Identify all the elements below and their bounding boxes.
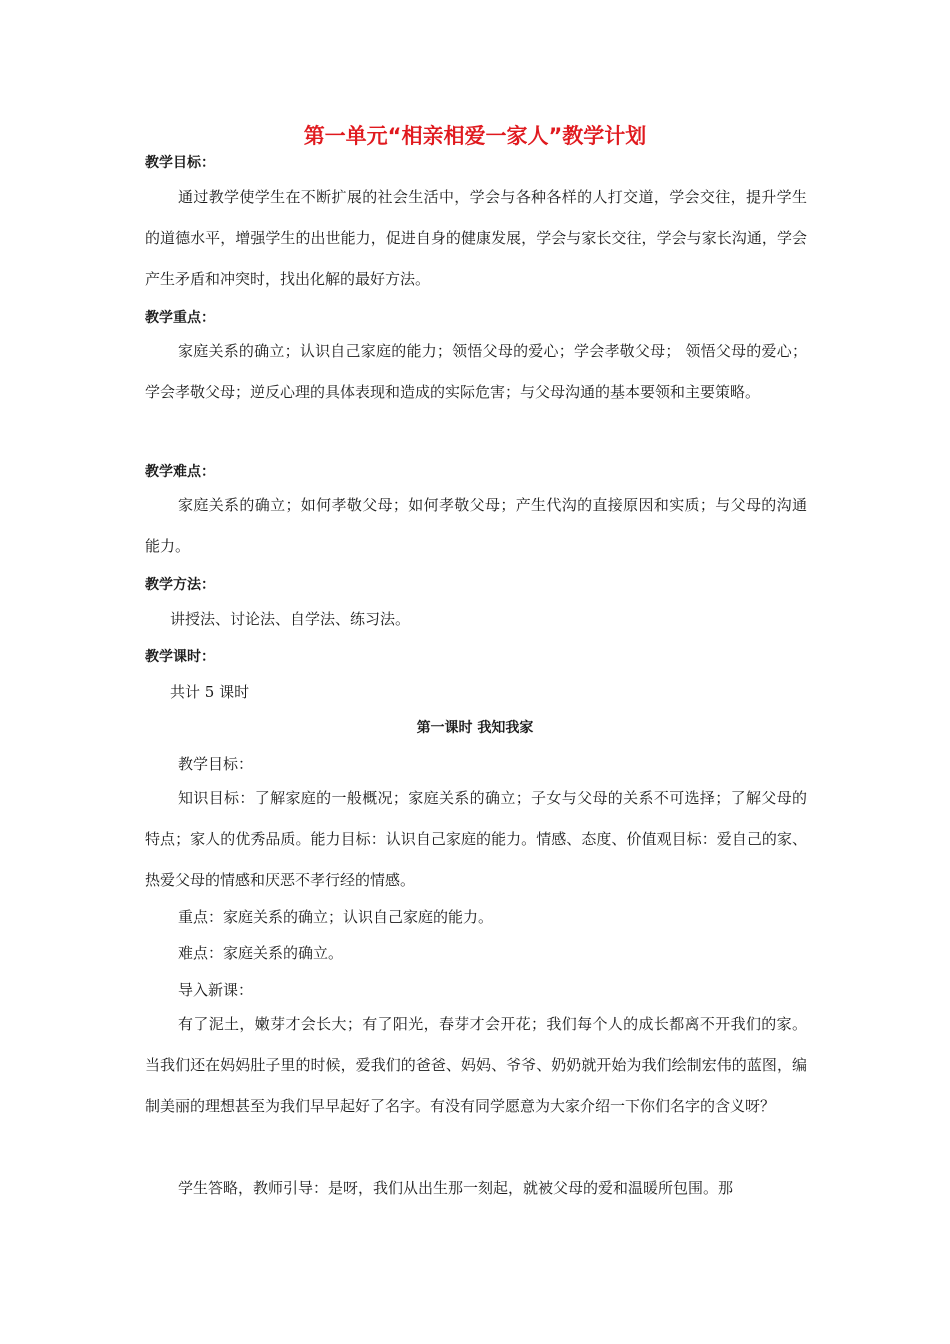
heading-key-points: 教学重点： [145, 310, 215, 326]
lesson-intro-label: 导入新课： [178, 981, 254, 999]
document-title: 第一单元“相亲相爱一家人”教学计划 [303, 124, 647, 148]
heading-methods: 教学方法： [145, 577, 215, 593]
lesson-answer-text: 学生答略，教师引导：是呀，我们从出生那一刻起，就被父母的爱和温暖所包围。那 [178, 1179, 734, 1197]
lesson-goals-text: 知识目标：了解家庭的一般概况；家庭关系的确立；子女与父母的关系不可选择；了解父母的特点；家人的优秀品质。能力目标：认识自己家庭的能力。情感、态度、价值观目标：爱自己的家、热爱父母的情感和厌恶不孝行经的情感。 [145, 789, 807, 889]
lesson-goals-label: 教学目标： [178, 755, 254, 773]
heading-teaching-goals: 教学目标： [145, 155, 215, 171]
paragraph-teaching-goals: 通过教学使学生在不断扩展的社会生活中，学会与各种各样的人打交道，学会交往，提升学生的道德水平，增强学生的出世能力，促进自身的健康发展，学会与家长交往，学会与家长沟通，学会产生矛盾和冲突时，找出化解的最好方法。 [145, 188, 807, 288]
heading-difficulties: 教学难点： [145, 464, 215, 480]
paragraph-difficulties: 家庭关系的确立；如何孝敬父母；如何孝敬父母；产生代沟的直接原因和实质；与父母的沟通能力。 [145, 496, 807, 555]
text-methods: 讲授法、讨论法、自学法、练习法。 [170, 610, 411, 628]
paragraph-key-points: 家庭关系的确立；认识自己家庭的能力；领悟父母的爱心；学会孝敬父母； 领悟父母的爱心；学会孝敬父母；逆反心理的具体表现和造成的实际危害；与父母沟通的基本要领和主要策略。 [145, 342, 807, 401]
heading-class-hours: 教学课时： [145, 649, 215, 665]
text-class-hours: 共计 5 课时 [170, 683, 250, 701]
lesson-key-point: 重点：家庭关系的确立；认识自己家庭的能力。 [178, 908, 494, 926]
lesson-intro-text: 有了泥土，嫩芽才会长大；有了阳光，春芽才会开花；我们每个人的成长都离不开我们的家。当我们还在妈妈肚子里的时候，爱我们的爸爸、妈妈、爷爷、奶奶就开始为我们绘制宏伟的蓝图，编制美丽的理想甚至为我们早早起好了名字。有没有同学愿意为大家介绍一下你们名字的含义呀？ [145, 1015, 807, 1115]
lesson-title: 第一课时 我知我家 [416, 720, 534, 736]
lesson-difficulty: 难点：家庭关系的确立。 [178, 944, 344, 962]
